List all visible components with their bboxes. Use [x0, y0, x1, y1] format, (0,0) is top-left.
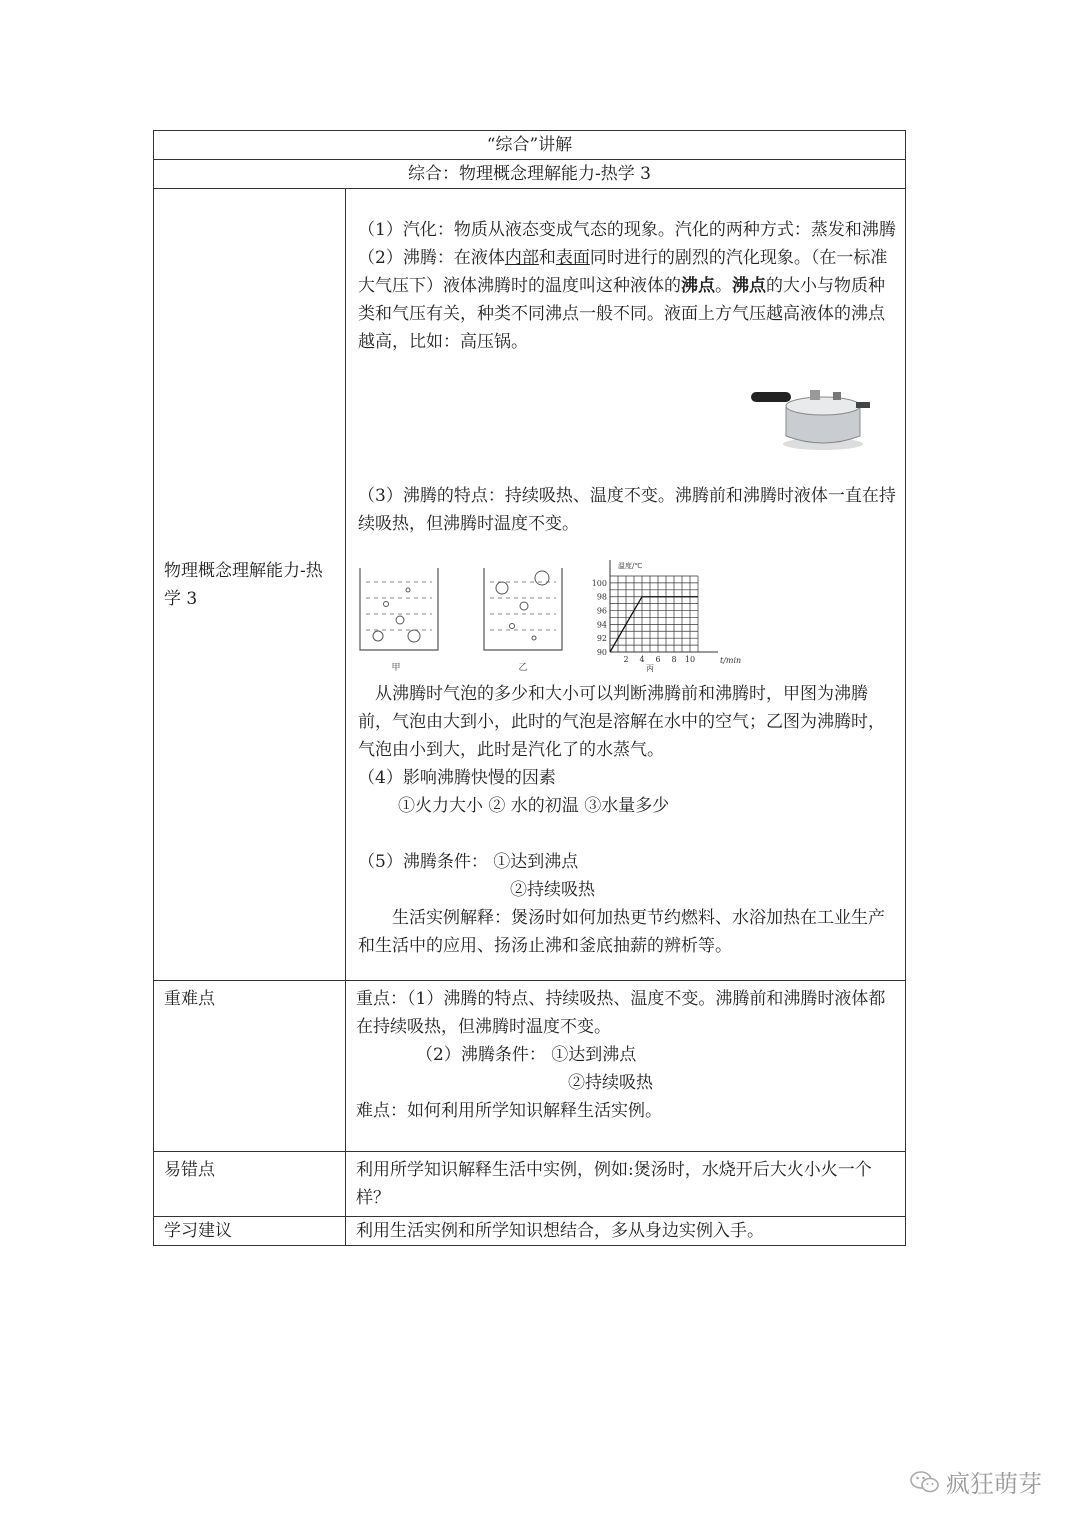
para-conditions-1: （5）沸腾条件： ①达到沸点	[358, 852, 579, 872]
beaker-yi	[484, 568, 562, 673]
para-evaporation: （1）汽化：物质从液态变成气态的现象。汽化的两种方式：蒸发和沸腾	[358, 220, 896, 240]
y-axis-label: 温度/℃	[618, 562, 643, 570]
para-factors-list: ①火力大小 ② 水的初温 ③水量多少	[398, 796, 670, 816]
advice-content: 利用生活实例和所学知识想结合，多从身边实例入手。	[346, 1217, 906, 1246]
difficulty-point: 难点：如何利用所学知识解释生活实例。	[356, 1101, 662, 1121]
para-features: （3）沸腾的特点：持续吸热、温度不变。沸腾前和沸腾时液体一直在持续吸热，但沸腾时温度不变。	[358, 486, 896, 534]
para-boiling: （2）沸腾：在液体内部和表面同时进行的剧烈的汽化现象。（在一标准大气压下）液体沸腾时的温度叫这种液体的沸点。沸点的大小与物质种类和气压有关，种类不同沸点一般不同。液面上方气压越高液体的沸点越高，比如：高压锅。	[358, 248, 888, 352]
row-label-error: 易错点	[154, 1152, 346, 1217]
key-condition-2: ②持续吸热	[568, 1073, 653, 1093]
pressure-cooker-row	[358, 356, 897, 482]
x-tick-label: 8	[671, 655, 677, 664]
x-axis-label: t/min	[720, 656, 742, 665]
concept-content	[346, 189, 906, 981]
x-tick-label: 2	[623, 655, 629, 664]
label-yi: 乙	[518, 663, 528, 673]
para-factors-title: （4）影响沸腾快慢的因素	[358, 768, 556, 788]
x-tick-label: 10	[684, 655, 696, 664]
key-content	[346, 981, 906, 1152]
y-tick-label: 92	[596, 634, 607, 644]
table-subtitle: 综合：物理概念理解能力-热学 3	[154, 160, 906, 189]
row-label-advice: 学习建议	[154, 1217, 346, 1246]
key-condition-1: （2）沸腾条件： ①达到沸点	[416, 1045, 637, 1065]
y-tick-label: 90	[596, 648, 607, 657]
wechat-icon	[910, 1470, 940, 1494]
row-label-concept	[154, 189, 346, 981]
para-bubbles: 从沸腾时气泡的多少和大小可以判断沸腾前和沸腾时，甲图为沸腾前，气泡由大到小，此时的气泡是溶解在水中的空气；乙图为沸腾时，气泡由小到大，此时是汽化了的水蒸气。	[358, 684, 885, 760]
label-jia: 甲	[391, 663, 401, 673]
pressure-cooker-image	[748, 366, 878, 456]
y-tick-label: 100	[591, 578, 607, 588]
boiling-figure	[352, 548, 752, 676]
x-tick-label: 4	[639, 655, 645, 664]
watermark	[910, 1464, 1042, 1499]
y-tick-label: 96	[596, 606, 607, 616]
x-tick-label: 6	[655, 655, 661, 664]
label-bing: 丙	[646, 664, 654, 673]
para-life-examples: 生活实例解释：煲汤时如何加热更节约燃料、水浴加热在工业生产和生活中的应用、扬汤止沸和釜底抽薪的辨析等。	[358, 908, 885, 956]
lesson-table	[153, 130, 906, 1246]
row-label-key: 重难点	[154, 981, 346, 1152]
concept-label: 物理概念理解能力-热学 3	[164, 560, 323, 609]
table-title: “综合”讲解	[154, 131, 906, 160]
temperature-chart	[592, 560, 742, 673]
watermark-text: 疯狂萌芽	[946, 1470, 1042, 1498]
error-content: 利用所学知识解释生活中实例，例如:煲汤时，水烧开后大火小火一个样？	[346, 1152, 906, 1217]
para-conditions-2: ②持续吸热	[510, 880, 595, 900]
key-point: 重点：（1）沸腾的特点、持续吸热、温度不变。沸腾前和沸腾时液体都在持续吸热，但沸腾时温度不变。	[356, 989, 886, 1037]
y-tick-label: 94	[596, 620, 607, 630]
y-tick-label: 98	[596, 592, 607, 602]
beaker-jia	[360, 568, 438, 673]
